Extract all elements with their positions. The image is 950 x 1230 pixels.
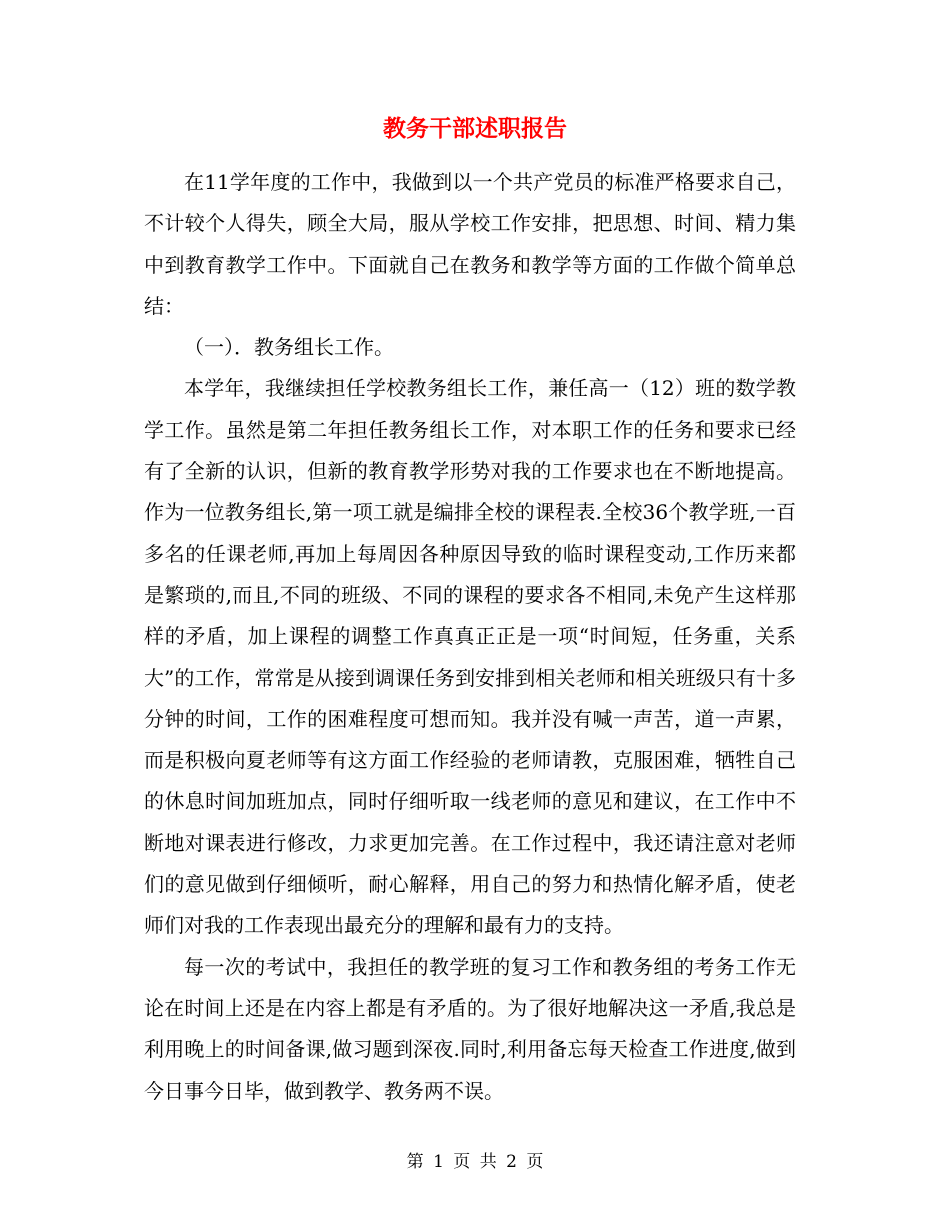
paragraph-exams: 每一次的考试中，我担任的教学班的复习工作和教务组的考务工作无论在时间上还是在内容上都是有矛盾的。为了很好地解决这一矛盾,我总是利用晚上的时间备课,做习题到深夜.同时,利用备忘每天检查工作进度,做到今日事今日毕，做到教学、教务两不误。 [144,954,796,1103]
page-footer: 第 1 页 共 2 页 [406,1152,544,1172]
paragraph-duties: 本学年，我继续担任学校教务组长工作，兼任高一（12）班的数学教学工作。虽然是第二年担任教务组长工作，对本职工作的任务和要求已经有了全新的认识，但新的教育教学形势对我的工作要求也在不断地提高。作为一位教务组长,第一项工就是编排全校的课程表.全校36个教学班,一百多名的任课老师,再加上每周因各种原因导致的临时课程变动,工作历来都是繁琐的,而且,不同的班级、不同的课程的要求各不相同,未免产生这样那样的矛盾，加上课程的调整工作真真正正是一项“时间短，任务重，关系大”的工作，常常是从接到调课任务到安排到相关老师和相关班级只有十多分钟的时间，工作的困难程度可想而知。我并没有喊一声苦，道一声累，而是积极向夏老师等有这方面工作经验的老师请教，克服困难，牺牲自己的休息时间加班加点，同时仔细听取一线老师的意见和建议，在工作中不断地对课表进行修改，力求更加完善。在工作过程中，我还请注意对老师们的意见做到仔细倾听，耐心解释，用自己的努力和热情化解矛盾，使老师们对我的工作表现出最充分的理解和最有力的支持。 [144,376,796,938]
document-body [144,162,796,1112]
paragraph-intro: 在11学年度的工作中，我做到以一个共产党员的标准严格要求自己，不计较个人得失，顾全大局，服从学校工作安排，把思想、时间、精力集中到教育教学工作中。下面就自己在教务和教学等方面的工作做个简单总结： [144,170,796,318]
document-title: 教务干部述职报告 [383,115,567,142]
section-heading: （一）．教务组长工作。 [184,335,394,360]
